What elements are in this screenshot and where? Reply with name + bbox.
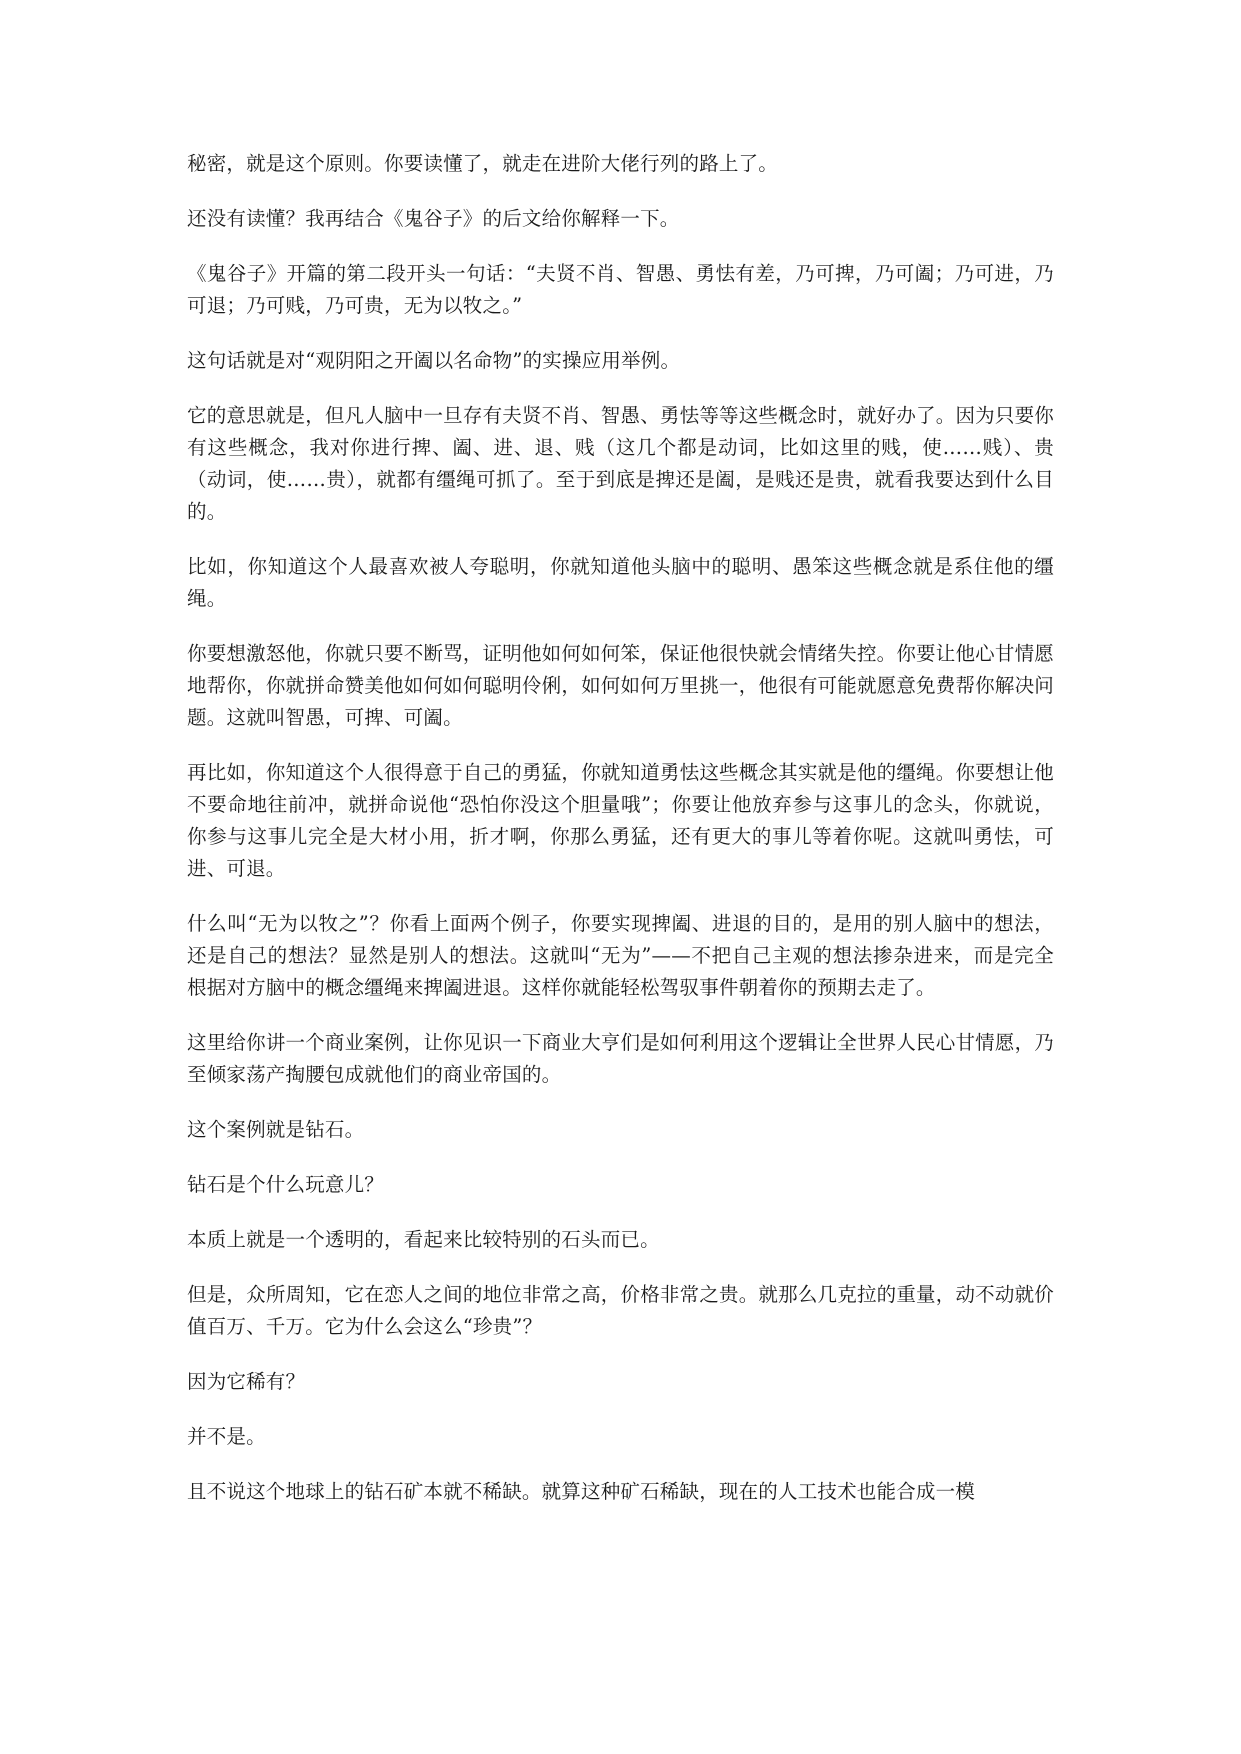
paragraph-1: 秘密，就是这个原则。你要读懂了，就走在进阶大佬行列的路上了。 bbox=[187, 152, 779, 175]
paragraph-14: 但是，众所周知，它在恋人之间的地位非常之高，价格非常之贵。就那么几克拉的重量，动不动就价值百万、千万。它为什么会这么“珍贵”？ bbox=[187, 1283, 1054, 1338]
paragraph-10: 这里给你讲一个商业案例，让你见识一下商业大亨们是如何利用这个逻辑让全世界人民心甘情愿，乃至倾家荡产掏腰包成就他们的商业帝国的。 bbox=[187, 1031, 1054, 1086]
document-body bbox=[187, 148, 1054, 1531]
paragraph-7: 你要想激怒他，你就只要不断骂，证明他如何如何笨，保证他很快就会情绪失控。你要让他心甘情愿地帮你，你就拼命赞美他如何如何聪明伶俐，如何如何万里挑一，他很有可能就愿意免费帮你解决问题。这就叫智愚，可捭、可阖。 bbox=[187, 642, 1054, 729]
paragraph-5: 它的意思就是，但凡人脑中一旦存有夫贤不肖、智愚、勇怯等等这些概念时，就好办了。因为只要你有这些概念，我对你进行捭、阖、进、退、贱（这几个都是动词，比如这里的贱，使……贱）、贵（动词，使……贵），就都有缰绳可抓了。至于到底是捭还是阖，是贱还是贵，就看我要达到什么目的。 bbox=[187, 404, 1054, 523]
paragraph-16: 并不是。 bbox=[187, 1425, 266, 1448]
paragraph-9: 什么叫“无为以牧之”？你看上面两个例子，你要实现捭阖、进退的目的，是用的别人脑中的想法，还是自己的想法？显然是别人的想法。这就叫“无为”——不把自己主观的想法掺杂进来，而是完全根据对方脑中的概念缰绳来捭阖进退。这样你就能轻松驾驭事件朝着你的预期去走了。 bbox=[187, 912, 1054, 999]
paragraph-13: 本质上就是一个透明的，看起来比较特别的石头而已。 bbox=[187, 1228, 660, 1251]
paragraph-15: 因为它稀有？ bbox=[187, 1370, 306, 1393]
paragraph-11: 这个案例就是钻石。 bbox=[187, 1118, 365, 1141]
paragraph-12: 钻石是个什么玩意儿？ bbox=[187, 1173, 385, 1196]
paragraph-3: 《鬼谷子》开篇的第二段开头一句话：“夫贤不肖、智愚、勇怯有差，乃可捭，乃可阖；乃可进，乃可退；乃可贱，乃可贵，无为以牧之。” bbox=[187, 262, 1054, 317]
paragraph-2: 还没有读懂？我再结合《鬼谷子》的后文给你解释一下。 bbox=[187, 207, 680, 230]
paragraph-17: 且不说这个地球上的钻石矿本就不稀缺。就算这种矿石稀缺，现在的人工技术也能合成一模 bbox=[187, 1480, 976, 1503]
paragraph-8: 再比如，你知道这个人很得意于自己的勇猛，你就知道勇怯这些概念其实就是他的缰绳。你要想让他不要命地往前冲，就拼命说他“恐怕你没这个胆量哦”；你要让他放弃参与这事儿的念头，你就说，你参与这事儿完全是大材小用，折才啊，你那么勇猛，还有更大的事儿等着你呢。这就叫勇怯，可进、可退。 bbox=[187, 761, 1054, 880]
paragraph-6: 比如，你知道这个人最喜欢被人夸聪明，你就知道他头脑中的聪明、愚笨这些概念就是系住他的缰绳。 bbox=[187, 555, 1054, 610]
paragraph-4: 这句话就是对“观阴阳之开阖以名命物”的实操应用举例。 bbox=[187, 349, 681, 372]
